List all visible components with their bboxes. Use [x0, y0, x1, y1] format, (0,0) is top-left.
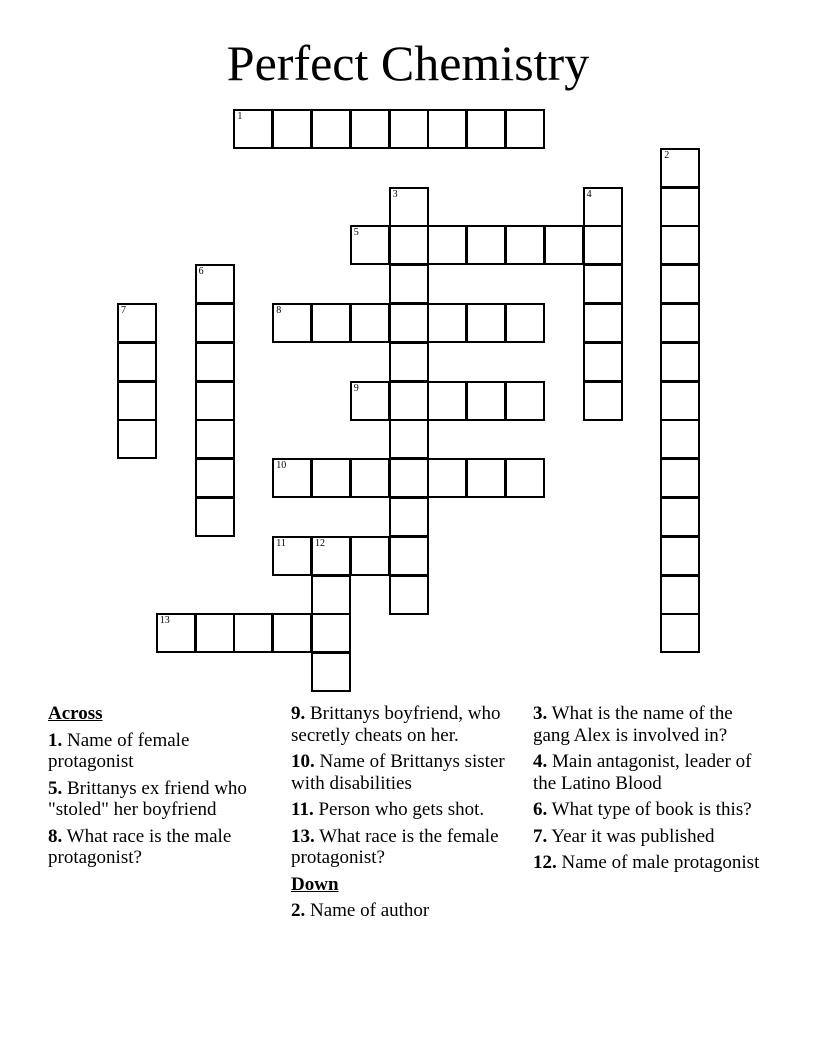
grid-cell[interactable]	[389, 419, 429, 459]
grid-cell[interactable]	[311, 536, 351, 576]
clue-number: 11.	[291, 799, 314, 820]
grid-cell[interactable]	[272, 109, 312, 149]
clue-text: Brittanys ex friend who "stoled" her boyfriend	[48, 777, 247, 820]
clue-number: 6.	[533, 799, 548, 820]
grid-cell[interactable]	[583, 264, 623, 304]
clue-across-11	[291, 799, 513, 821]
grid-cell[interactable]	[427, 109, 467, 149]
grid-cell[interactable]	[660, 613, 700, 653]
grid-cell[interactable]	[311, 109, 351, 149]
grid-cell[interactable]	[505, 303, 545, 343]
grid-cell[interactable]	[660, 264, 700, 304]
cell-number: 8	[276, 305, 282, 316]
clue-number: 5.	[48, 777, 63, 799]
grid-cell[interactable]	[583, 342, 623, 382]
grid-cell[interactable]	[660, 458, 700, 498]
grid-cell[interactable]	[233, 613, 273, 653]
grid-cell[interactable]	[389, 458, 429, 498]
cell-number: 11	[276, 537, 286, 549]
grid-cell[interactable]	[660, 148, 700, 188]
cell-number: 1	[237, 111, 243, 122]
grid-cell[interactable]	[389, 303, 429, 343]
grid-cell[interactable]	[156, 613, 196, 653]
grid-cell[interactable]	[195, 264, 235, 304]
cell-number: 4	[586, 188, 592, 200]
clue-text: Person who gets shot.	[318, 799, 485, 820]
clue-down-4	[533, 751, 773, 794]
grid-cell[interactable]	[389, 109, 429, 149]
grid-cell[interactable]	[117, 419, 157, 459]
grid-cell[interactable]	[505, 225, 545, 265]
grid-cell[interactable]	[350, 536, 390, 576]
clue-text: Name of author	[310, 900, 430, 921]
grid-cell[interactable]	[427, 303, 467, 343]
cell-number: 5	[353, 227, 359, 239]
clue-number: 2.	[291, 900, 306, 921]
clue-text: Main antagonist, leader of the Latino Blood	[533, 751, 752, 794]
grid-cell[interactable]	[350, 381, 390, 421]
grid-cell[interactable]	[311, 458, 351, 498]
grid-cell[interactable]	[466, 458, 506, 498]
clue-across-13	[291, 826, 513, 869]
clue-text: What race is the female protagonist?	[291, 825, 499, 868]
grid-cell[interactable]	[583, 303, 623, 343]
grid-cell[interactable]	[544, 225, 584, 265]
clue-number: 9.	[291, 703, 306, 724]
clue-across-9	[291, 703, 513, 746]
grid-cell[interactable]	[427, 458, 467, 498]
grid-cell[interactable]	[466, 381, 506, 421]
cell-number: 2	[664, 149, 670, 161]
clue-column-3	[533, 703, 773, 879]
cell-number: 6	[198, 266, 204, 278]
grid-cell[interactable]	[117, 381, 157, 421]
clue-across-5	[48, 778, 270, 821]
clue-down-2	[291, 900, 513, 922]
cell-number: 9	[353, 382, 359, 394]
grid-cell[interactable]	[233, 109, 273, 149]
grid-cell[interactable]	[350, 225, 390, 265]
clue-text: Name of female protagonist	[48, 729, 190, 772]
grid-cell[interactable]	[311, 613, 351, 653]
grid-cell[interactable]	[466, 225, 506, 265]
clue-text: What is the name of the gang Alex is involved in?	[533, 703, 733, 746]
grid-cell[interactable]	[660, 575, 700, 615]
grid-cell[interactable]	[195, 342, 235, 382]
grid-cell[interactable]	[583, 187, 623, 227]
clue-number: 4.	[533, 751, 548, 772]
clue-number: 3.	[533, 703, 548, 724]
grid-cell[interactable]	[660, 303, 700, 343]
clue-down-7	[533, 826, 773, 848]
grid-cell[interactable]	[195, 458, 235, 498]
grid-cell[interactable]	[117, 303, 157, 343]
grid-cell[interactable]	[505, 109, 545, 149]
grid-cell[interactable]	[427, 381, 467, 421]
page-title: Perfect Chemistry	[226, 35, 590, 91]
grid-cell[interactable]	[660, 187, 700, 227]
clue-number: 7.	[533, 825, 548, 847]
grid-cell[interactable]	[272, 458, 312, 498]
grid-cell[interactable]	[350, 109, 390, 149]
clue-column-1	[48, 703, 270, 874]
grid-cell[interactable]	[350, 303, 390, 343]
grid-cell[interactable]	[389, 497, 429, 537]
clue-down-6	[533, 799, 773, 821]
grid-cell[interactable]	[505, 381, 545, 421]
clue-number: 12.	[533, 852, 557, 873]
grid-cell[interactable]	[660, 536, 700, 576]
grid-cell[interactable]	[195, 613, 235, 653]
grid-cell[interactable]	[195, 381, 235, 421]
clue-down-12	[533, 852, 773, 874]
grid-cell[interactable]	[660, 342, 700, 382]
grid-cell[interactable]	[660, 497, 700, 537]
grid-cell[interactable]	[389, 381, 429, 421]
clue-text: Name of Brittanys sister with disabilities	[291, 751, 505, 794]
down-heading: Down	[291, 873, 339, 895]
cell-number: 10	[276, 460, 287, 472]
across-heading: Across	[48, 703, 103, 724]
grid-cell[interactable]	[272, 613, 312, 653]
grid-cell[interactable]	[389, 187, 429, 227]
grid-cell[interactable]	[389, 536, 429, 576]
grid-cell[interactable]	[466, 109, 506, 149]
clue-text: Name of male protagonist	[561, 852, 760, 873]
clue-number: 13.	[291, 825, 315, 847]
clue-number: 1.	[48, 729, 63, 751]
grid-cell[interactable]	[195, 497, 235, 537]
grid-cell[interactable]	[505, 458, 545, 498]
grid-cell[interactable]	[389, 264, 429, 304]
cell-number: 12	[315, 537, 325, 549]
clue-column-2	[291, 703, 513, 927]
clue-down-3	[533, 703, 773, 746]
cell-number: 3	[392, 188, 398, 200]
grid-cell[interactable]	[311, 652, 351, 692]
clue-text: What type of book is this?	[551, 799, 752, 820]
clue-across-1	[48, 730, 270, 773]
clue-number: 10.	[291, 751, 315, 772]
cell-number: 13	[159, 615, 170, 627]
grid-cell[interactable]	[195, 303, 235, 343]
clue-text: Year it was published	[551, 825, 715, 847]
grid-cell[interactable]	[117, 342, 157, 382]
grid-cell[interactable]	[311, 303, 351, 343]
clue-across-10	[291, 751, 513, 794]
clue-across-8	[48, 826, 270, 869]
grid-cell[interactable]	[389, 225, 429, 265]
clue-text: Brittanys boyfriend, who secretly cheats on her.	[291, 703, 501, 746]
clue-text: What race is the male protagonist?	[48, 825, 232, 868]
clue-number: 8.	[48, 825, 63, 847]
grid-cell[interactable]	[583, 381, 623, 421]
grid-cell[interactable]	[466, 303, 506, 343]
grid-cell[interactable]	[660, 419, 700, 459]
grid-cell[interactable]	[350, 458, 390, 498]
grid-cell[interactable]	[272, 536, 312, 576]
grid-cell[interactable]	[583, 225, 623, 265]
grid-cell[interactable]	[660, 381, 700, 421]
cell-number: 7	[121, 305, 126, 316]
grid-cell[interactable]	[389, 342, 429, 382]
grid-cell[interactable]	[311, 575, 351, 615]
grid-cell[interactable]	[195, 419, 235, 459]
grid-cell[interactable]	[272, 303, 312, 343]
grid-cell[interactable]	[427, 225, 467, 265]
grid-cell[interactable]	[389, 575, 429, 615]
grid-cell[interactable]	[660, 225, 700, 265]
